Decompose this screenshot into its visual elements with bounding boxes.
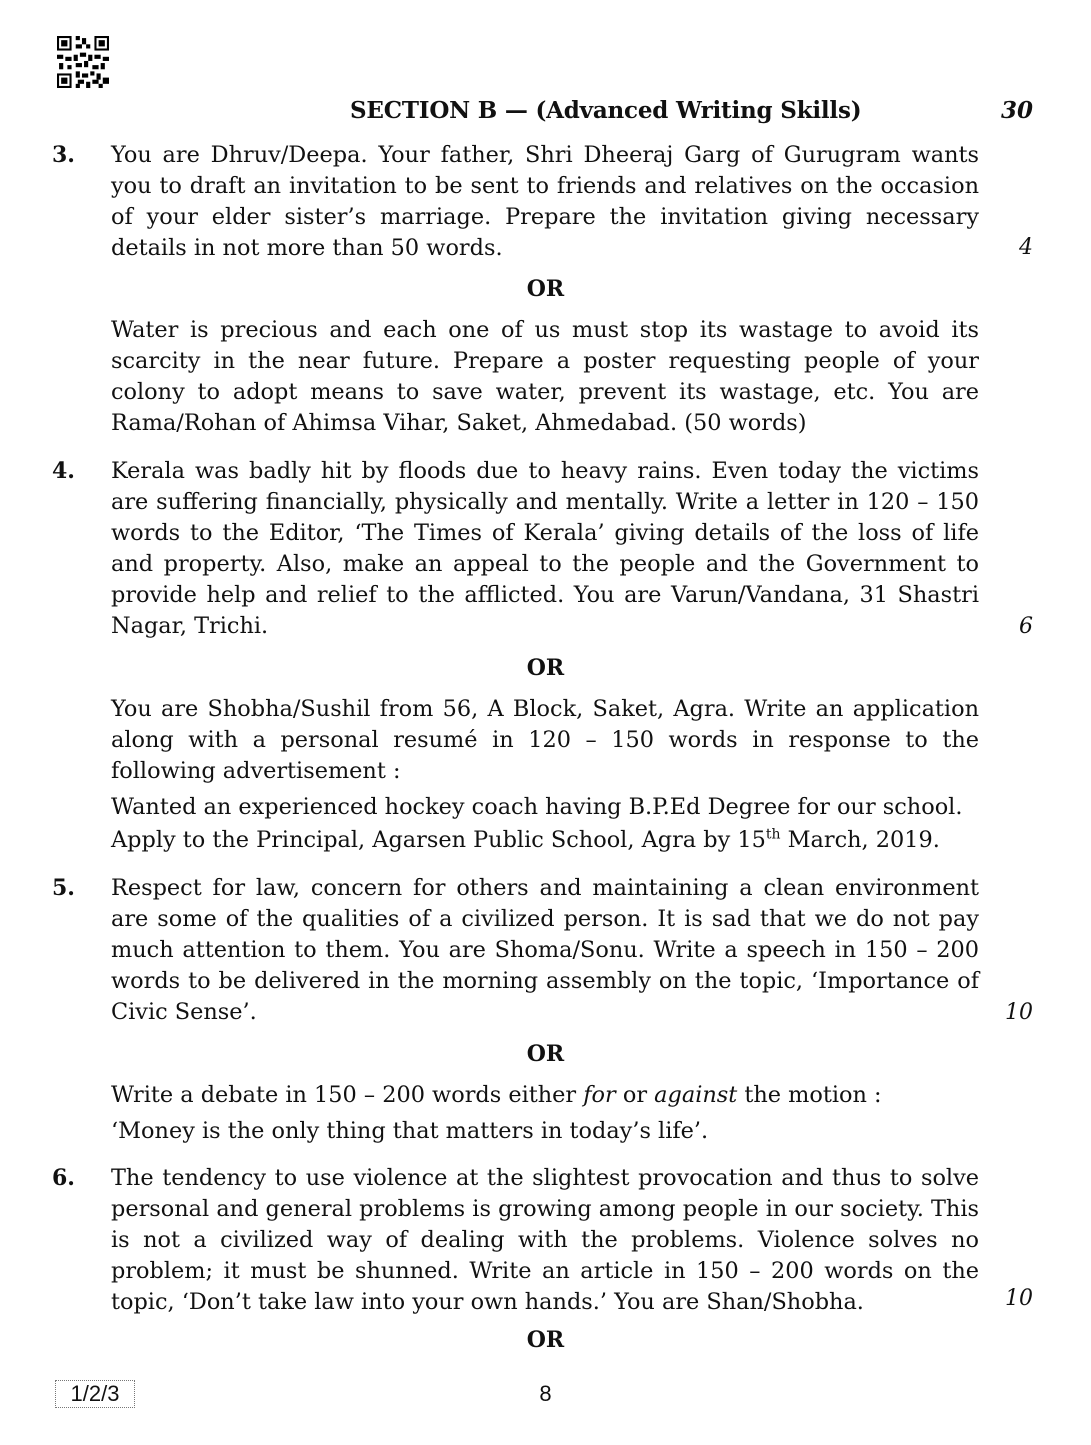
page-number: 8 bbox=[539, 1381, 552, 1406]
question-number: 3. bbox=[52, 142, 75, 168]
alternative-emphasis: for bbox=[583, 1082, 616, 1108]
question-alternative-text bbox=[111, 1080, 979, 1111]
or-label: OR bbox=[526, 1041, 565, 1067]
question-text: The tendency to use violence at the slightest provocation and thus to solve personal and general problems is growing among people in our society. This is not a civilized way of dealing with the problems. Violence solves no problem; it must be shunned. Write an article in 150 – 200 words on the topic, ‘Don’t take law into your own hands.’ You are Shan/Shobha. bbox=[111, 1165, 979, 1315]
question-text: Kerala was badly hit by floods due to heavy rains. Even today the victims are suffering financially, physically and mentally. Write a letter in 120 – 150 words to the Editor, ‘The Times of Kerala’ giving details of the loss of life and property. Also, make an appeal to the people and the Government to provide help and relief to the afflicted. You are Varun/Vandana, 31 Shastri Nagar, Trichi. bbox=[111, 458, 979, 639]
alternative-text: or bbox=[615, 1082, 655, 1108]
alternative-text: the motion : bbox=[737, 1082, 882, 1108]
alternative-emphasis: against bbox=[654, 1082, 738, 1108]
advertisement-line: Wanted an experienced hockey coach having B.P.Ed Degree for our school. bbox=[111, 794, 963, 820]
advertisement-text: March, 2019. bbox=[780, 827, 940, 853]
or-label: OR bbox=[526, 655, 565, 681]
question-marks: 6 bbox=[1019, 614, 1033, 639]
question-alternative-text: You are Shobha/Sushil from 56, A Block, Saket, Agra. Write an application along with a personal resumé in 120 – 150 words in response to the following advertisement : bbox=[111, 696, 979, 784]
ordinal-suffix: th bbox=[765, 826, 781, 843]
alternative-text: Write a debate in 150 – 200 words either bbox=[111, 1082, 584, 1108]
question-marks: 10 bbox=[1005, 1286, 1033, 1311]
advertisement-line bbox=[111, 825, 979, 856]
question-text: Respect for law, concern for others and maintaining a clean environment are some of the qualities of a civilized person. It is sad that we do not pay much attention to them. You are Shoma/Sonu. Write a speech in 150 – 200 words to be delivered in the morning assembly on the topic, ‘Importance of Civic Sense’. bbox=[111, 875, 979, 1025]
question-marks: 10 bbox=[1005, 1000, 1033, 1025]
or-label: OR bbox=[526, 1327, 565, 1353]
debate-motion: ‘Money is the only thing that matters in today’s life’. bbox=[111, 1118, 709, 1144]
question-marks: 4 bbox=[1019, 235, 1033, 260]
question-number: 6. bbox=[52, 1165, 75, 1191]
question-text: You are Dhruv/Deepa. Your father, Shri Dheeraj Garg of Gurugram wants you to draft an invitation to be sent to friends and relatives on the occasion of your elder sister’s marriage. Prepare the invitation giving necessary details in not more than 50 words. bbox=[111, 142, 979, 261]
advertisement-text: Apply to the Principal, Agarsen Public School, Agra by 15 bbox=[111, 827, 766, 853]
or-label: OR bbox=[526, 276, 565, 302]
question-number: 5. bbox=[52, 875, 75, 901]
question-number: 4. bbox=[52, 458, 75, 484]
question-alternative-text: Water is precious and each one of us must stop its wastage to avoid its scarcity in the near future. Prepare a poster requesting people of your colony to adopt means to save water, prevent its wastage, etc. You are Rama/Rohan of Ahimsa Vihar, Saket, Ahmedabad. (50 words) bbox=[111, 317, 979, 436]
section-title: SECTION B — (Advanced Writing Skills) bbox=[350, 97, 862, 124]
section-marks: 30 bbox=[1000, 97, 1033, 124]
qr-code-icon bbox=[57, 36, 109, 88]
paper-code: 1/2/3 bbox=[55, 1380, 135, 1408]
